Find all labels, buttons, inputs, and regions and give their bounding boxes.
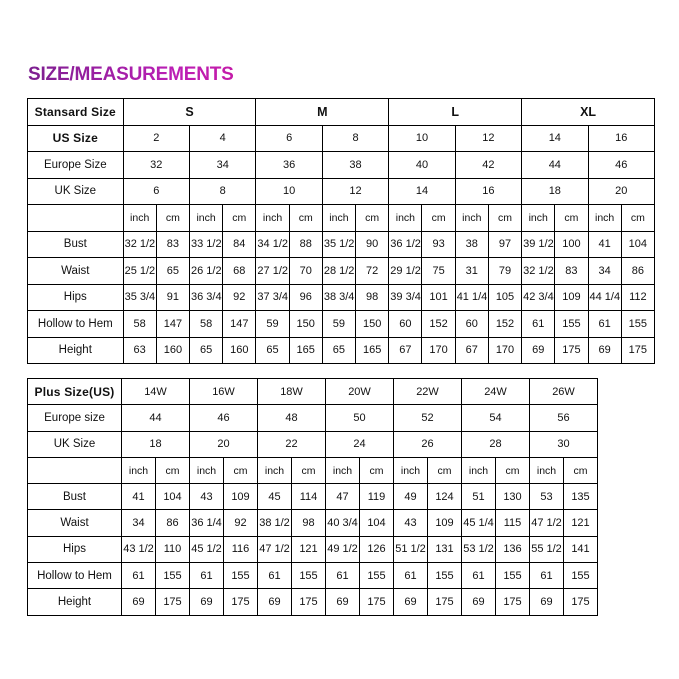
measurement-value-cell: 155 — [360, 563, 394, 589]
measurement-value-cell: 155 — [224, 563, 258, 589]
plus-size-24w: 24W — [462, 379, 530, 405]
unit-header-inch: inch — [530, 457, 564, 483]
measurement-value-cell: 61 — [394, 563, 428, 589]
unit-header-cm: cm — [428, 457, 462, 483]
size-value-cell: 32 — [123, 152, 189, 179]
unit-header-cm: cm — [564, 457, 598, 483]
measurement-value-cell: 109 — [428, 510, 462, 536]
unit-header-inch: inch — [190, 457, 224, 483]
measurement-value-cell: 104 — [621, 231, 654, 258]
measurement-value-cell: 175 — [360, 589, 394, 615]
measurement-value-cell: 65 — [256, 337, 289, 364]
measurement-value-cell: 170 — [488, 337, 521, 364]
measurement-value-cell: 124 — [428, 484, 462, 510]
size-value-cell: 34 — [189, 152, 255, 179]
measurement-value-cell: 92 — [224, 510, 258, 536]
measurement-value-cell: 141 — [564, 536, 598, 562]
size-value-cell: 38 — [322, 152, 388, 179]
measurement-value-cell: 165 — [289, 337, 322, 364]
measurement-value-cell: 41 — [588, 231, 621, 258]
unit-header-cm: cm — [289, 205, 322, 232]
measurement-value-cell: 49 — [394, 484, 428, 510]
measurement-value-cell: 51 1/2 — [394, 536, 428, 562]
unit-header-inch: inch — [389, 205, 422, 232]
size-value-cell: 6 — [123, 178, 189, 205]
table-row — [28, 152, 655, 179]
measurement-value-cell: 109 — [224, 484, 258, 510]
unit-header-inch: inch — [123, 205, 156, 232]
measurement-value-cell: 160 — [223, 337, 256, 364]
measurement-value-cell: 86 — [621, 258, 654, 285]
table-row — [28, 99, 655, 126]
size-value-cell: 26 — [394, 431, 462, 457]
measurement-value-cell: 126 — [360, 536, 394, 562]
unit-header-inch: inch — [189, 205, 222, 232]
measurement-value-cell: 136 — [496, 536, 530, 562]
size-value-cell: 6 — [256, 125, 322, 152]
measurement-value-cell: 175 — [564, 589, 598, 615]
size-value-cell: 14 — [522, 125, 588, 152]
size-value-cell: 54 — [462, 405, 530, 431]
measurement-value-cell: 147 — [156, 311, 189, 338]
table-row — [28, 231, 655, 258]
table-row — [28, 125, 655, 152]
table-row — [28, 510, 598, 536]
measurement-value-cell: 175 — [621, 337, 654, 364]
size-group-l: L — [389, 99, 522, 126]
measurement-value-cell: 36 1/4 — [190, 510, 224, 536]
measurement-value-cell: 51 — [462, 484, 496, 510]
size-value-cell: 36 — [256, 152, 322, 179]
row-label: Europe size — [28, 405, 122, 431]
measurement-value-cell: 32 1/2 — [522, 258, 555, 285]
measurement-value-cell: 35 1/2 — [322, 231, 355, 258]
table-row — [28, 311, 655, 338]
measurement-value-cell: 110 — [156, 536, 190, 562]
size-value-cell: 14 — [389, 178, 455, 205]
measurement-value-cell: 69 — [462, 589, 496, 615]
measurement-value-cell: 38 3/4 — [322, 284, 355, 311]
measurement-value-cell: 32 1/2 — [123, 231, 156, 258]
unit-header-cm: cm — [223, 205, 256, 232]
measurement-value-cell: 45 1/2 — [190, 536, 224, 562]
measurement-value-cell: 83 — [555, 258, 588, 285]
measurement-value-cell: 33 1/2 — [189, 231, 222, 258]
unit-header-cm: cm — [496, 457, 530, 483]
table-row — [28, 284, 655, 311]
measurement-value-cell: 63 — [123, 337, 156, 364]
measurement-value-cell: 93 — [422, 231, 455, 258]
size-value-cell: 44 — [522, 152, 588, 179]
empty-corner-cell — [28, 457, 122, 483]
measurement-value-cell: 70 — [289, 258, 322, 285]
measurement-value-cell: 130 — [496, 484, 530, 510]
table-row — [28, 258, 655, 285]
size-value-cell: 2 — [123, 125, 189, 152]
measurement-value-cell: 131 — [428, 536, 462, 562]
size-value-cell: 50 — [326, 405, 394, 431]
measurement-value-cell: 61 — [258, 563, 292, 589]
measurement-value-cell: 38 1/2 — [258, 510, 292, 536]
measurement-value-cell: 45 1/4 — [462, 510, 496, 536]
measurement-value-cell: 36 1/2 — [389, 231, 422, 258]
measurement-value-cell: 69 — [588, 337, 621, 364]
measurement-value-cell: 39 1/2 — [522, 231, 555, 258]
measurement-value-cell: 69 — [122, 589, 156, 615]
table-row — [28, 337, 655, 364]
unit-header-cm: cm — [422, 205, 455, 232]
measurement-label: Bust — [28, 231, 124, 258]
unit-header-cm: cm — [224, 457, 258, 483]
measurement-value-cell: 67 — [455, 337, 488, 364]
unit-header-inch: inch — [256, 205, 289, 232]
measurement-value-cell: 58 — [123, 311, 156, 338]
measurement-value-cell: 65 — [189, 337, 222, 364]
measurement-value-cell: 98 — [356, 284, 389, 311]
measurement-value-cell: 147 — [223, 311, 256, 338]
measurement-value-cell: 115 — [496, 510, 530, 536]
table-row — [28, 431, 598, 457]
size-value-cell: 18 — [122, 431, 190, 457]
size-value-cell: 52 — [394, 405, 462, 431]
measurement-value-cell: 69 — [258, 589, 292, 615]
measurement-value-cell: 69 — [530, 589, 564, 615]
size-value-cell: 10 — [256, 178, 322, 205]
measurement-value-cell: 160 — [156, 337, 189, 364]
measurement-value-cell: 43 1/2 — [122, 536, 156, 562]
measurement-value-cell: 175 — [496, 589, 530, 615]
measurement-value-cell: 175 — [292, 589, 326, 615]
size-value-cell: 20 — [190, 431, 258, 457]
measurement-value-cell: 41 — [122, 484, 156, 510]
unit-row — [28, 457, 598, 483]
measurement-value-cell: 121 — [292, 536, 326, 562]
measurement-value-cell: 39 3/4 — [389, 284, 422, 311]
measurement-value-cell: 35 3/4 — [123, 284, 156, 311]
plus-size-18w: 18W — [258, 379, 326, 405]
measurement-value-cell: 25 1/2 — [123, 258, 156, 285]
measurement-value-cell: 65 — [322, 337, 355, 364]
measurement-value-cell: 175 — [224, 589, 258, 615]
measurement-value-cell: 61 — [522, 311, 555, 338]
unit-header-inch: inch — [326, 457, 360, 483]
measurement-value-cell: 90 — [356, 231, 389, 258]
measurement-value-cell: 175 — [156, 589, 190, 615]
measurement-value-cell: 61 — [462, 563, 496, 589]
size-value-cell: 8 — [189, 178, 255, 205]
measurement-value-cell: 69 — [394, 589, 428, 615]
measurement-label: Hips — [28, 536, 122, 562]
size-value-cell: 56 — [530, 405, 598, 431]
measurement-value-cell: 175 — [428, 589, 462, 615]
measurement-label: Waist — [28, 510, 122, 536]
measurement-value-cell: 84 — [223, 231, 256, 258]
row-label: UK Size — [28, 178, 124, 205]
measurement-value-cell: 121 — [564, 510, 598, 536]
unit-header-cm: cm — [292, 457, 326, 483]
size-value-cell: 18 — [522, 178, 588, 205]
measurement-value-cell: 61 — [122, 563, 156, 589]
unit-header-cm: cm — [488, 205, 521, 232]
unit-header-cm: cm — [360, 457, 394, 483]
measurement-value-cell: 150 — [289, 311, 322, 338]
measurement-value-cell: 68 — [223, 258, 256, 285]
unit-header-inch: inch — [462, 457, 496, 483]
measurement-value-cell: 43 — [190, 484, 224, 510]
measurement-value-cell: 86 — [156, 510, 190, 536]
size-value-cell: 44 — [122, 405, 190, 431]
plus-size-20w: 20W — [326, 379, 394, 405]
row-label: Europe Size — [28, 152, 124, 179]
size-group-m: M — [256, 99, 389, 126]
plus-size-14w: 14W — [122, 379, 190, 405]
row-label: UK Size — [28, 431, 122, 457]
plus-size-header-label: Plus Size(US) — [28, 379, 122, 405]
measurement-value-cell: 61 — [190, 563, 224, 589]
size-value-cell: 12 — [322, 178, 388, 205]
measurement-value-cell: 27 1/2 — [256, 258, 289, 285]
measurement-value-cell: 34 — [588, 258, 621, 285]
measurement-value-cell: 31 — [455, 258, 488, 285]
measurement-value-cell: 61 — [588, 311, 621, 338]
standard-size-table — [27, 98, 655, 364]
measurement-value-cell: 44 1/4 — [588, 284, 621, 311]
measurement-value-cell: 155 — [564, 563, 598, 589]
unit-header-cm: cm — [156, 457, 190, 483]
measurement-value-cell: 55 1/2 — [530, 536, 564, 562]
table-row — [28, 589, 598, 615]
unit-header-cm: cm — [621, 205, 654, 232]
measurement-value-cell: 69 — [326, 589, 360, 615]
measurement-value-cell: 155 — [156, 563, 190, 589]
measurement-value-cell: 119 — [360, 484, 394, 510]
measurement-value-cell: 69 — [522, 337, 555, 364]
measurement-value-cell: 72 — [356, 258, 389, 285]
size-value-cell: 16 — [588, 125, 654, 152]
table-row — [28, 178, 655, 205]
unit-header-cm: cm — [156, 205, 189, 232]
measurement-value-cell: 47 1/2 — [530, 510, 564, 536]
measurement-value-cell: 150 — [356, 311, 389, 338]
measurement-value-cell: 75 — [422, 258, 455, 285]
size-value-cell: 24 — [326, 431, 394, 457]
measurement-value-cell: 155 — [496, 563, 530, 589]
size-value-cell: 16 — [455, 178, 521, 205]
size-value-cell: 42 — [455, 152, 521, 179]
plus-size-22w: 22W — [394, 379, 462, 405]
measurement-value-cell: 37 3/4 — [256, 284, 289, 311]
unit-header-inch: inch — [455, 205, 488, 232]
size-value-cell: 22 — [258, 431, 326, 457]
size-value-cell: 20 — [588, 178, 654, 205]
measurement-value-cell: 83 — [156, 231, 189, 258]
plus-size-table — [27, 378, 598, 616]
unit-header-cm: cm — [356, 205, 389, 232]
size-value-cell: 4 — [189, 125, 255, 152]
plus-size-26w: 26W — [530, 379, 598, 405]
measurement-value-cell: 45 — [258, 484, 292, 510]
measurement-value-cell: 53 1/2 — [462, 536, 496, 562]
unit-header-cm: cm — [555, 205, 588, 232]
measurement-value-cell: 47 1/2 — [258, 536, 292, 562]
measurement-value-cell: 170 — [422, 337, 455, 364]
measurement-value-cell: 79 — [488, 258, 521, 285]
measurement-value-cell: 97 — [488, 231, 521, 258]
measurement-value-cell: 155 — [428, 563, 462, 589]
table-row — [28, 405, 598, 431]
measurement-value-cell: 61 — [326, 563, 360, 589]
measurement-value-cell: 60 — [455, 311, 488, 338]
measurement-value-cell: 34 1/2 — [256, 231, 289, 258]
measurement-value-cell: 88 — [289, 231, 322, 258]
measurement-label: Hollow to Hem — [28, 563, 122, 589]
size-value-cell: 46 — [588, 152, 654, 179]
measurement-value-cell: 47 — [326, 484, 360, 510]
size-value-cell: 40 — [389, 152, 455, 179]
measurement-value-cell: 165 — [356, 337, 389, 364]
measurement-value-cell: 155 — [555, 311, 588, 338]
measurement-label: Waist — [28, 258, 124, 285]
size-value-cell: 46 — [190, 405, 258, 431]
measurement-value-cell: 114 — [292, 484, 326, 510]
unit-header-inch: inch — [394, 457, 428, 483]
measurement-value-cell: 61 — [530, 563, 564, 589]
standard-size-header-label: Stansard Size — [28, 99, 124, 126]
measurement-value-cell: 59 — [256, 311, 289, 338]
empty-corner-cell — [28, 205, 124, 232]
measurement-value-cell: 105 — [488, 284, 521, 311]
measurement-value-cell: 60 — [389, 311, 422, 338]
table-row — [28, 484, 598, 510]
measurement-value-cell: 53 — [530, 484, 564, 510]
measurement-value-cell: 104 — [360, 510, 394, 536]
measurement-value-cell: 36 3/4 — [189, 284, 222, 311]
measurement-value-cell: 104 — [156, 484, 190, 510]
row-label: US Size — [28, 125, 124, 152]
size-value-cell: 8 — [322, 125, 388, 152]
measurement-label: Bust — [28, 484, 122, 510]
measurement-value-cell: 96 — [289, 284, 322, 311]
measurement-value-cell: 58 — [189, 311, 222, 338]
unit-row — [28, 205, 655, 232]
measurement-value-cell: 65 — [156, 258, 189, 285]
size-value-cell: 48 — [258, 405, 326, 431]
measurement-value-cell: 100 — [555, 231, 588, 258]
page-title: SIZE/MEASUREMENTS — [28, 64, 234, 85]
measurement-value-cell: 116 — [224, 536, 258, 562]
unit-header-inch: inch — [258, 457, 292, 483]
measurement-value-cell: 40 3/4 — [326, 510, 360, 536]
table-row — [28, 536, 598, 562]
measurement-value-cell: 59 — [322, 311, 355, 338]
measurement-value-cell: 109 — [555, 284, 588, 311]
size-value-cell: 12 — [455, 125, 521, 152]
measurement-value-cell: 26 1/2 — [189, 258, 222, 285]
measurement-value-cell: 152 — [488, 311, 521, 338]
measurement-value-cell: 155 — [292, 563, 326, 589]
plus-size-16w: 16W — [190, 379, 258, 405]
measurement-value-cell: 112 — [621, 284, 654, 311]
measurement-value-cell: 92 — [223, 284, 256, 311]
measurement-value-cell: 101 — [422, 284, 455, 311]
table-row — [28, 379, 598, 405]
unit-header-inch: inch — [522, 205, 555, 232]
measurement-value-cell: 28 1/2 — [322, 258, 355, 285]
measurement-label: Height — [28, 589, 122, 615]
measurement-label: Hollow to Hem — [28, 311, 124, 338]
size-group-xl: XL — [522, 99, 655, 126]
measurement-value-cell: 98 — [292, 510, 326, 536]
size-group-s: S — [123, 99, 256, 126]
measurement-value-cell: 135 — [564, 484, 598, 510]
measurement-value-cell: 152 — [422, 311, 455, 338]
measurement-value-cell: 43 — [394, 510, 428, 536]
measurement-value-cell: 41 1/4 — [455, 284, 488, 311]
measurement-value-cell: 29 1/2 — [389, 258, 422, 285]
unit-header-inch: inch — [122, 457, 156, 483]
size-value-cell: 30 — [530, 431, 598, 457]
table-row — [28, 563, 598, 589]
measurement-value-cell: 67 — [389, 337, 422, 364]
unit-header-inch: inch — [322, 205, 355, 232]
measurement-value-cell: 34 — [122, 510, 156, 536]
measurement-value-cell: 49 1/2 — [326, 536, 360, 562]
size-value-cell: 28 — [462, 431, 530, 457]
unit-header-inch: inch — [588, 205, 621, 232]
measurement-value-cell: 175 — [555, 337, 588, 364]
measurement-value-cell: 155 — [621, 311, 654, 338]
measurement-value-cell: 38 — [455, 231, 488, 258]
measurement-label: Height — [28, 337, 124, 364]
measurement-value-cell: 69 — [190, 589, 224, 615]
measurement-value-cell: 91 — [156, 284, 189, 311]
measurement-label: Hips — [28, 284, 124, 311]
measurement-value-cell: 42 3/4 — [522, 284, 555, 311]
size-value-cell: 10 — [389, 125, 455, 152]
